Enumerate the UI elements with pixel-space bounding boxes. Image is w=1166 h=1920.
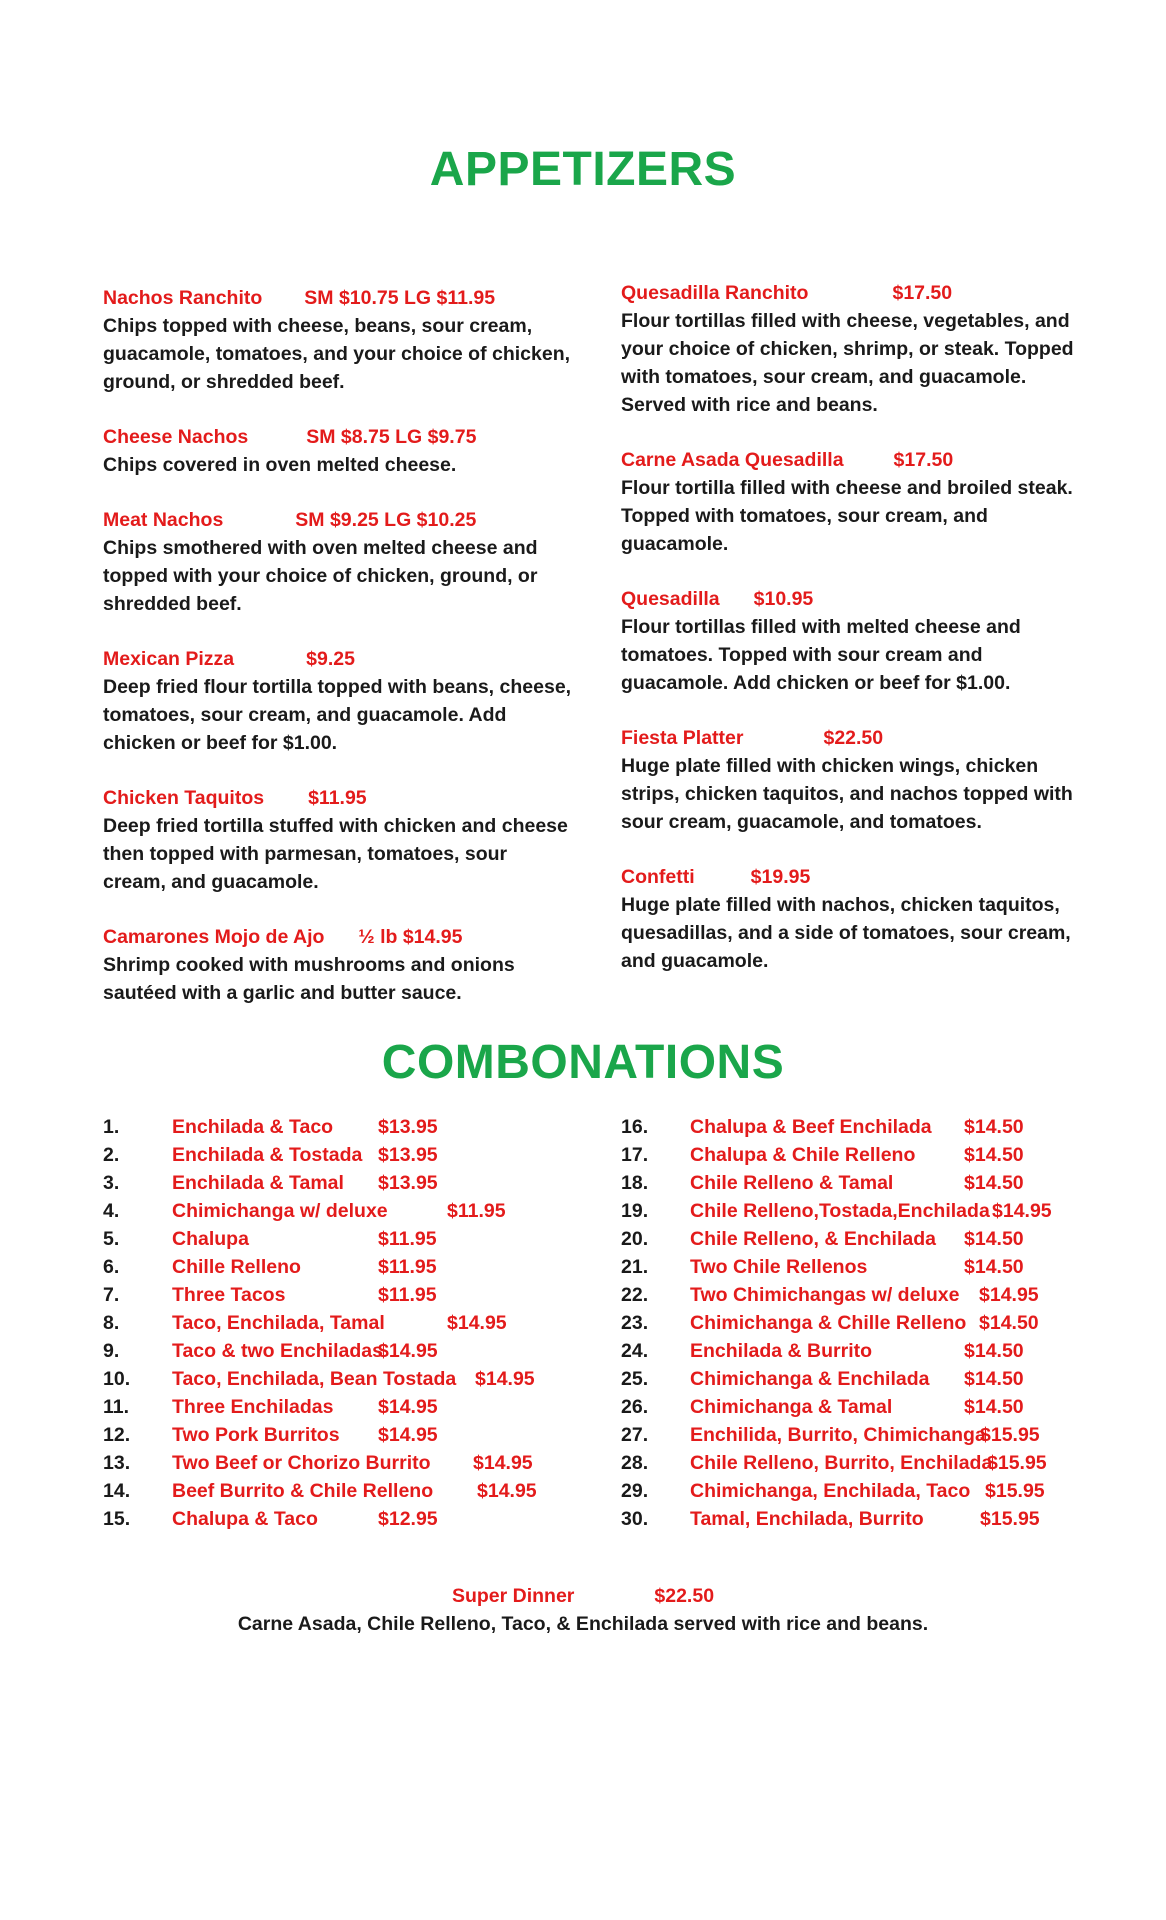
combinations-left-list <box>103 1113 583 1533</box>
combo-number: 18. <box>621 1172 649 1194</box>
combo-name: Chile Relleno,Tostada,Enchilada <box>690 1200 990 1222</box>
combo-number: 9. <box>103 1340 120 1362</box>
combo-number: 6. <box>103 1256 120 1278</box>
combo-row <box>621 1197 1101 1225</box>
combo-price: $15.95 <box>987 1452 1047 1474</box>
combo-row <box>103 1449 583 1477</box>
combinations-title: COMBONATIONS <box>381 1036 785 1089</box>
combo-row <box>103 1309 583 1337</box>
combo-price: $15.95 <box>985 1480 1045 1502</box>
combo-name: Three Tacos <box>172 1284 286 1306</box>
combo-price: $14.95 <box>378 1424 438 1446</box>
combo-price: $11.95 <box>447 1200 506 1222</box>
combo-number: 5. <box>103 1228 120 1250</box>
appetizer-desc: Flour tortilla filled with cheese and broiled steak. Topped with tomatoes, sour cream, and guacamole. <box>621 477 1073 555</box>
combo-price: $14.50 <box>979 1312 1039 1334</box>
combo-number: 1. <box>103 1116 120 1138</box>
appetizer-price: SM $9.25 LG $10.25 <box>295 509 477 531</box>
combo-number: 24. <box>621 1340 649 1362</box>
combo-number: 29. <box>621 1480 649 1502</box>
appetizer-desc: Deep fried flour tortilla topped with beans, cheese, tomatoes, sour cream, and guacamole. Add chicken or beef for $1.00. <box>103 676 572 754</box>
combo-number: 20. <box>621 1228 649 1250</box>
combo-row <box>103 1337 583 1365</box>
super-dinner-price: $22.50 <box>654 1585 715 1607</box>
combo-name: Two Chile Rellenos <box>690 1256 868 1278</box>
combo-name: Chile Relleno, & Enchilada <box>690 1228 936 1250</box>
appetizer-desc: Flour tortillas filled with cheese, vegetables, and your choice of chicken, shrimp, or steak. Topped with tomatoes, sour cream, and guacamole. Served with rice and beans. <box>621 310 1074 416</box>
appetizer-desc: Huge plate filled with chicken wings, chicken strips, chicken taquitos, and nachos topped with sour cream, guacamole, and tomatoes. <box>621 755 1073 833</box>
combo-number: 15. <box>103 1508 131 1530</box>
combo-row <box>103 1505 583 1533</box>
appetizer-desc: Flour tortillas filled with melted cheese and tomatoes. Topped with sour cream and guacamole. Add chicken or beef for $1.00. <box>621 616 1021 694</box>
appetizer-item <box>103 645 573 757</box>
appetizer-name: Quesadilla Ranchito <box>621 282 809 304</box>
appetizer-item <box>621 279 1091 419</box>
combo-name: Enchilida, Burrito, Chimichanga <box>690 1424 986 1446</box>
combo-row <box>621 1393 1101 1421</box>
combo-row <box>103 1421 583 1449</box>
combo-price: $14.50 <box>964 1368 1024 1390</box>
super-dinner-desc: Carne Asada, Chile Relleno, Taco, & Enchilada served with rice and beans. <box>237 1613 929 1635</box>
combo-number: 2. <box>103 1144 120 1166</box>
appetizer-item <box>103 506 573 618</box>
appetizer-price: $19.95 <box>750 866 811 888</box>
combo-name: Enchilada & Burrito <box>690 1340 873 1362</box>
appetizer-desc: Deep fried tortilla stuffed with chicken and cheese then topped with parmesan, tomatoes, sour cream, and guacamole. <box>103 815 568 893</box>
appetizer-price: $10.95 <box>753 588 814 610</box>
appetizer-price: $17.50 <box>893 449 954 471</box>
combo-row <box>621 1449 1101 1477</box>
combo-number: 22. <box>621 1284 649 1306</box>
appetizer-name: Chicken Taquitos <box>103 787 265 809</box>
combo-row <box>621 1505 1101 1533</box>
combo-name: Two Pork Burritos <box>172 1424 340 1446</box>
combo-row <box>621 1225 1101 1253</box>
combo-price: $14.95 <box>475 1368 535 1390</box>
combo-name: Chimichanga & Chille Relleno <box>690 1312 967 1334</box>
combo-name: Beef Burrito & Chile Relleno <box>172 1480 434 1502</box>
combo-row <box>103 1281 583 1309</box>
combo-price: $13.95 <box>378 1144 438 1166</box>
combo-number: 16. <box>621 1116 649 1138</box>
combo-number: 23. <box>621 1312 649 1334</box>
combo-name: Two Beef or Chorizo Burrito <box>172 1452 431 1474</box>
combo-name: Enchilada & Taco <box>172 1116 334 1138</box>
combo-row <box>103 1477 583 1505</box>
appetizer-name: Fiesta Platter <box>621 727 744 749</box>
combo-number: 11. <box>103 1396 130 1418</box>
combo-price: $14.95 <box>477 1480 537 1502</box>
combo-number: 10. <box>103 1368 131 1390</box>
combo-row <box>103 1225 583 1253</box>
combo-name: Chile Relleno & Tamal <box>690 1172 894 1194</box>
combo-number: 28. <box>621 1452 649 1474</box>
combo-number: 30. <box>621 1508 649 1530</box>
combo-row <box>103 1365 583 1393</box>
combo-name: Chille Relleno <box>172 1256 301 1278</box>
combo-number: 17. <box>621 1144 649 1166</box>
combo-row <box>621 1141 1101 1169</box>
combo-row <box>103 1141 583 1169</box>
appetizer-name: Meat Nachos <box>103 509 224 531</box>
combo-number: 8. <box>103 1312 120 1334</box>
appetizer-name: Confetti <box>621 866 695 888</box>
super-dinner <box>0 1582 1166 1638</box>
combo-number: 21. <box>621 1256 649 1278</box>
combo-price: $11.95 <box>378 1256 437 1278</box>
combo-price: $13.95 <box>378 1172 438 1194</box>
combo-number: 26. <box>621 1396 649 1418</box>
combo-number: 14. <box>103 1480 131 1502</box>
appetizer-price: $17.50 <box>892 282 953 304</box>
combo-name: Tamal, Enchilada, Burrito <box>690 1508 924 1530</box>
combo-price: $13.95 <box>378 1116 438 1138</box>
combo-number: 4. <box>103 1200 120 1222</box>
combo-name: Three Enchiladas <box>172 1396 334 1418</box>
combo-number: 12. <box>103 1424 131 1446</box>
appetizer-item <box>103 784 573 896</box>
combo-name: Enchilada & Tostada <box>172 1144 363 1166</box>
combo-number: 19. <box>621 1200 649 1222</box>
combo-price: $14.95 <box>979 1284 1039 1306</box>
combo-name: Chalupa & Chile Relleno <box>690 1144 916 1166</box>
combo-name: Chalupa <box>172 1228 249 1250</box>
appetizer-price: $11.95 <box>308 787 367 809</box>
appetizer-item <box>103 923 573 1007</box>
combo-price: $12.95 <box>378 1508 438 1530</box>
combo-row <box>621 1365 1101 1393</box>
combo-name: Chimichanga & Tamal <box>690 1396 893 1418</box>
combo-number: 3. <box>103 1172 120 1194</box>
appetizers-title: APPETIZERS <box>429 143 737 196</box>
appetizer-name: Nachos Ranchito <box>103 287 263 309</box>
combo-row <box>103 1253 583 1281</box>
combo-price: $14.95 <box>378 1340 438 1362</box>
combo-price: $11.95 <box>378 1284 437 1306</box>
combo-row <box>621 1281 1101 1309</box>
combo-number: 27. <box>621 1424 649 1446</box>
combo-row <box>621 1337 1101 1365</box>
super-dinner-name: Super Dinner <box>451 1585 575 1607</box>
combo-price: $15.95 <box>980 1508 1040 1530</box>
appetizer-desc: Shrimp cooked with mushrooms and onions sautéed with a garlic and butter sauce. <box>103 954 515 1004</box>
appetizer-item <box>621 446 1091 558</box>
combo-number: 25. <box>621 1368 649 1390</box>
combo-number: 13. <box>103 1452 131 1474</box>
appetizer-item <box>621 863 1091 975</box>
combo-row <box>621 1113 1101 1141</box>
appetizer-desc: Chips smothered with oven melted cheese and topped with your choice of chicken, ground, or shredded beef. <box>103 537 538 615</box>
combo-price: $15.95 <box>980 1424 1040 1446</box>
combo-row <box>103 1113 583 1141</box>
appetizer-item <box>621 585 1091 697</box>
combo-price: $14.95 <box>473 1452 533 1474</box>
appetizer-price: SM $10.75 LG $11.95 <box>304 287 496 309</box>
appetizer-name: Carne Asada Quesadilla <box>621 449 844 471</box>
appetizer-item <box>621 724 1091 836</box>
combo-row <box>621 1169 1101 1197</box>
combo-name: Chimichanga, Enchilada, Taco <box>690 1480 971 1502</box>
combo-name: Chimichanga & Enchilada <box>690 1368 930 1390</box>
combo-price: $14.50 <box>964 1396 1024 1418</box>
appetizer-item <box>103 284 573 396</box>
appetizer-price: SM $8.75 LG $9.75 <box>306 426 477 448</box>
appetizer-item <box>103 423 573 479</box>
appetizer-price: $22.50 <box>823 727 884 749</box>
combo-name: Taco, Enchilada, Bean Tostada <box>172 1368 457 1390</box>
combo-row <box>621 1253 1101 1281</box>
appetizers-right-column <box>621 279 1091 1002</box>
appetizer-name: Quesadilla <box>621 588 720 610</box>
combo-name: Chalupa & Beef Enchilada <box>690 1116 932 1138</box>
combo-price: $14.95 <box>378 1396 438 1418</box>
combo-name: Chile Relleno, Burrito, Enchilada <box>690 1452 993 1474</box>
appetizer-desc: Huge plate filled with nachos, chicken taquitos, quesadillas, and a side of tomatoes, sour cream, and guacamole. <box>621 894 1071 972</box>
combo-row <box>621 1421 1101 1449</box>
combo-row <box>621 1477 1101 1505</box>
combo-price: $14.50 <box>964 1144 1024 1166</box>
combo-number: 7. <box>103 1284 120 1306</box>
appetizer-price: $9.25 <box>306 648 355 670</box>
combo-name: Two Chimichangas w/ deluxe <box>690 1284 960 1306</box>
appetizers-left-column <box>103 284 573 1034</box>
combo-name: Taco, Enchilada, Tamal <box>172 1312 385 1334</box>
combo-name: Enchilada & Tamal <box>172 1172 344 1194</box>
appetizer-name: Mexican Pizza <box>103 648 235 670</box>
combo-name: Chimichanga w/ deluxe <box>172 1200 388 1222</box>
combo-price: $14.50 <box>964 1228 1024 1250</box>
combo-name: Taco & two Enchiladas <box>172 1340 383 1362</box>
combo-price: $14.95 <box>992 1200 1052 1222</box>
appetizer-desc: Chips covered in oven melted cheese. <box>103 454 457 476</box>
combo-price: $11.95 <box>378 1228 437 1250</box>
combo-price: $14.95 <box>447 1312 507 1334</box>
combo-row <box>103 1197 583 1225</box>
combo-price: $14.50 <box>964 1340 1024 1362</box>
appetizer-desc: Chips topped with cheese, beans, sour cream, guacamole, tomatoes, and your choice of chicken, ground, or shredded beef. <box>103 315 571 393</box>
combo-name: Chalupa & Taco <box>172 1508 318 1530</box>
combo-row <box>103 1393 583 1421</box>
combo-price: $14.50 <box>964 1256 1024 1278</box>
combo-price: $14.50 <box>964 1116 1024 1138</box>
combo-price: $14.50 <box>964 1172 1024 1194</box>
combinations-right-list <box>621 1113 1101 1533</box>
combo-row <box>621 1309 1101 1337</box>
combo-row <box>103 1169 583 1197</box>
appetizer-price: ½ lb $14.95 <box>358 926 463 948</box>
appetizer-name: Camarones Mojo de Ajo <box>103 926 325 948</box>
appetizer-name: Cheese Nachos <box>103 426 249 448</box>
